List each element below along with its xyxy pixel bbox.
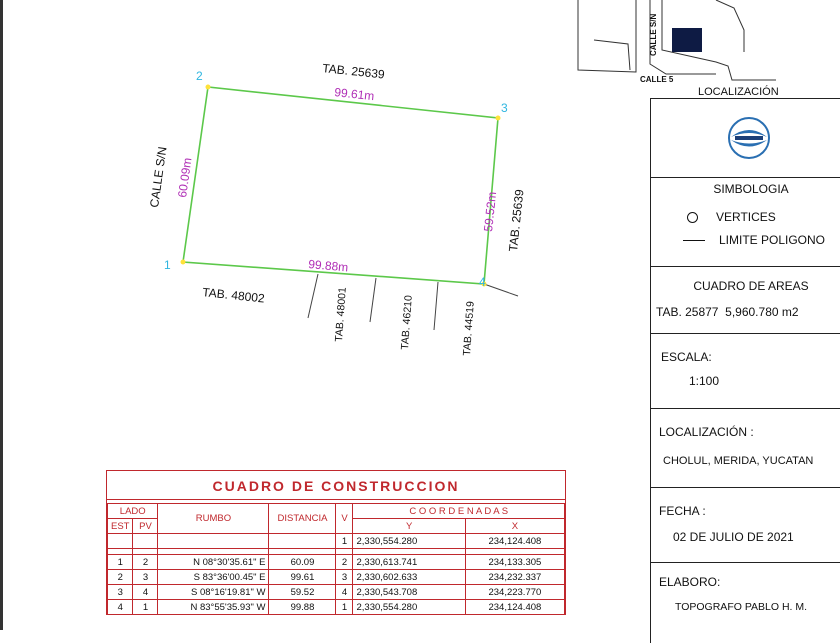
table-cell: 2,330,554.280	[353, 600, 465, 615]
table-cell	[269, 534, 336, 549]
table-cell: 2	[133, 555, 158, 570]
table-cell: 4	[133, 585, 158, 600]
construction-grid	[107, 503, 565, 615]
symbol-limit-label: LIMITE POLIGONO	[719, 233, 826, 247]
table-cell	[158, 534, 269, 549]
table-row	[108, 600, 565, 615]
map-block-lines-2	[594, 40, 630, 70]
symbol-vertices-row	[687, 210, 776, 224]
table-row	[108, 585, 565, 600]
map-block-lines	[578, 0, 636, 72]
vertex-label-2: 2	[196, 69, 203, 83]
neighbor-bottom-1: TAB. 48001	[333, 286, 349, 343]
header-distancia: DISTANCIA	[269, 504, 336, 534]
table-cell: 234,133.305	[465, 555, 564, 570]
table-row	[108, 555, 565, 570]
neighbor-right: TAB. 25639	[506, 188, 527, 253]
table-cell: 2,330,543.708	[353, 585, 465, 600]
map-caption: LOCALIZACIÓN	[698, 86, 779, 98]
table-cell	[133, 534, 158, 549]
bottom-neighbor-line	[484, 284, 518, 296]
vertex-1-dot	[181, 260, 186, 265]
distance-bottom: 99.88m	[307, 257, 349, 275]
divider-line-3	[434, 282, 438, 330]
header-x: X	[465, 519, 564, 534]
table-cell: 1	[336, 600, 353, 615]
table-cell: N 83°55'35.93" W	[158, 600, 269, 615]
date-value: 02 DE JULIO DE 2021	[673, 530, 794, 544]
construction-table	[106, 470, 566, 615]
symbology-panel	[650, 177, 840, 266]
table-cell: 2,330,554.280	[353, 534, 465, 549]
header-row-1	[108, 504, 565, 519]
date-label: FECHA :	[659, 504, 706, 518]
date-panel	[650, 487, 840, 562]
table-cell: S 83°36'00.45" E	[158, 570, 269, 585]
vertex-label-3: 3	[501, 101, 508, 115]
logo-panel	[650, 98, 840, 177]
table-cell: 2,330,602.633	[353, 570, 465, 585]
neighbor-left: CALLE S/N	[147, 145, 170, 209]
vertex-label-1: 1	[164, 258, 171, 272]
table-cell: S 08°16'19.81" W	[158, 585, 269, 600]
table-cell: 2,330,613.741	[353, 555, 465, 570]
header-y: Y	[353, 519, 465, 534]
neighbor-bottom-left: TAB. 48002	[201, 285, 266, 306]
vertex-circle-icon	[687, 212, 698, 223]
header-lado: LADO	[108, 504, 158, 519]
table-cell: 99.61	[269, 570, 336, 585]
divider-line-2	[370, 278, 376, 322]
property-boundary	[183, 87, 498, 284]
location-label: LOCALIZACIÓN :	[659, 425, 754, 439]
table-cell: N 08°30'35.61" E	[158, 555, 269, 570]
location-map	[566, 0, 840, 100]
table-cell: 60.09	[269, 555, 336, 570]
symbology-title: SIMBOLOGIA	[713, 182, 789, 196]
table-cell: 1	[133, 600, 158, 615]
scale-panel	[650, 333, 840, 408]
scale-value: 1:100	[689, 374, 720, 388]
header-pv: PV	[133, 519, 158, 534]
author-panel	[650, 562, 840, 643]
compass-logo-icon	[726, 115, 772, 161]
areas-value: TAB. 25877 5,960.780 m2	[656, 305, 799, 319]
areas-panel	[650, 266, 840, 333]
header-rumbo: RUMBO	[158, 504, 269, 534]
neighbor-bottom-3: TAB. 44519	[461, 300, 477, 357]
scale-label: ESCALA:	[661, 350, 712, 364]
table-cell: 234,232.337	[465, 570, 564, 585]
header-v: V	[336, 504, 353, 534]
table-cell: 3	[133, 570, 158, 585]
symbol-vertices-label: VERTICES	[716, 210, 776, 224]
vertex-label-4: 4	[479, 275, 486, 289]
map-block-lines-4	[716, 0, 744, 52]
distance-top: 99.61m	[333, 85, 375, 104]
table-cell: 4	[336, 585, 353, 600]
author-value: TOPOGRAFO PABLO H. M.	[675, 601, 808, 613]
construction-table-title: CUADRO DE CONSTRUCCION	[107, 471, 565, 500]
map-street-horizontal: CALLE 5	[640, 75, 674, 84]
table-row	[108, 534, 565, 549]
map-street-vertical: CALLE S/N	[649, 13, 658, 56]
table-cell: 99.88	[269, 600, 336, 615]
table-cell: 1	[108, 555, 133, 570]
limit-line-icon	[683, 240, 705, 241]
table-row	[108, 570, 565, 585]
author-label: ELABORO:	[659, 575, 721, 589]
header-coordenadas: C O O R D E N A D A S	[353, 504, 565, 519]
table-cell: 2	[108, 570, 133, 585]
neighbor-top: TAB. 25639	[321, 61, 386, 82]
table-cell: 3	[336, 570, 353, 585]
location-panel	[650, 408, 840, 487]
location-value: CHOLUL, MERIDA, YUCATAN	[663, 455, 814, 467]
areas-title: CUADRO DE AREAS	[693, 279, 809, 293]
divider-line-1	[308, 274, 318, 318]
symbol-limit-row	[683, 233, 825, 247]
map-property-marker	[672, 28, 702, 52]
distance-left: 60.09m	[175, 156, 195, 199]
table-cell	[108, 534, 133, 549]
neighbor-bottom-2: TAB. 46210	[399, 294, 415, 351]
table-cell: 1	[336, 534, 353, 549]
table-cell: 234,124.408	[465, 600, 564, 615]
distance-right: 59.52m	[481, 191, 500, 233]
table-cell: 59.52	[269, 585, 336, 600]
vertex-3-dot	[496, 116, 501, 121]
table-cell: 234,124.408	[465, 534, 564, 549]
table-cell: 234,223.770	[465, 585, 564, 600]
table-cell: 4	[108, 600, 133, 615]
vertex-2-dot	[206, 85, 211, 90]
header-est: EST	[108, 519, 133, 534]
table-cell: 3	[108, 585, 133, 600]
table-cell: 2	[336, 555, 353, 570]
